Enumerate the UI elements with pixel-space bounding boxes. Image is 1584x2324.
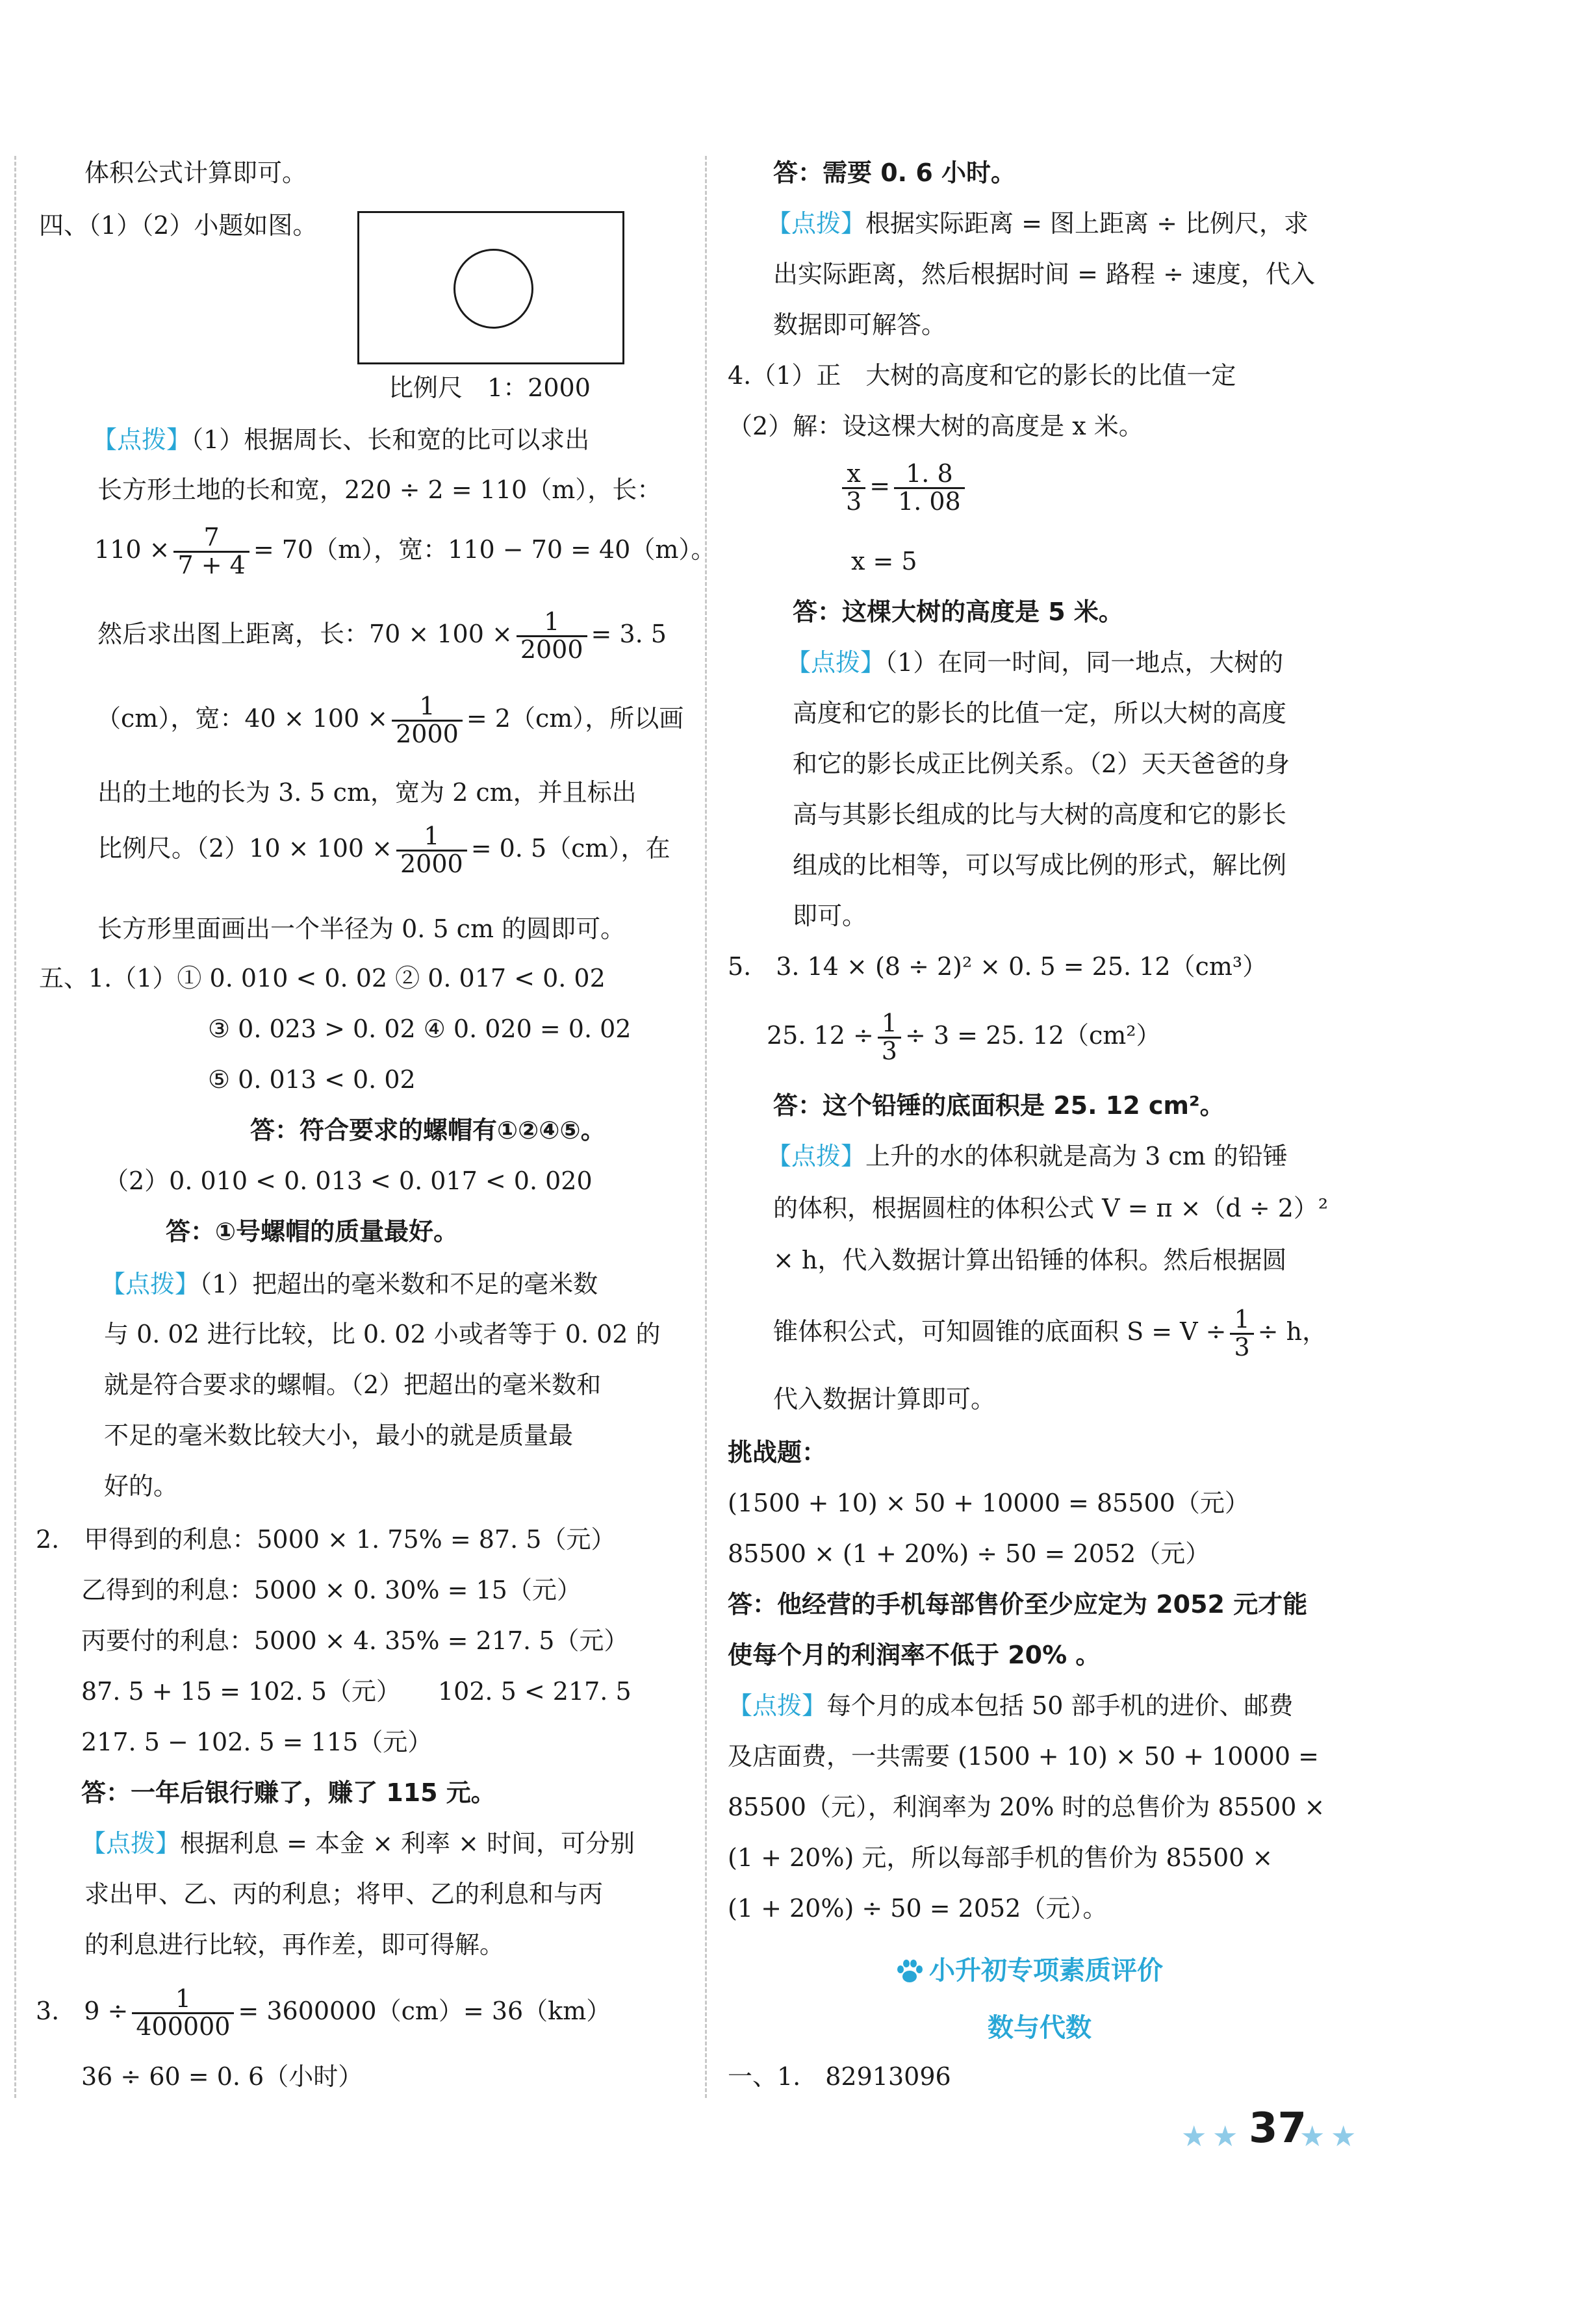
tip-paragraph-line: 与 0. 02 进行比较，比 0. 02 小或者等于 0. 02 的 xyxy=(104,1320,661,1348)
tip-paragraph-line: 的利息进行比较，再作差，即可得解。 xyxy=(84,1930,505,1959)
scale-drawing-circle xyxy=(453,249,533,329)
section-5-answer: 答：①号螺帽的质量最好。 xyxy=(166,1217,459,1246)
question-2-line: 217. 5 − 102. 5 = 115（元） xyxy=(81,1728,433,1756)
challenge-line: 85500 × (1 + 20%) ÷ 50 = 2052（元） xyxy=(728,1539,1210,1568)
fraction: $\frac{1}{2000}$ xyxy=(392,694,463,748)
tip-label: 【点拨】 xyxy=(101,1270,200,1298)
fraction: $\frac{7}{7 + 4}$ xyxy=(173,525,249,579)
tip-label: 【点拨】 xyxy=(92,425,192,454)
fraction: $\frac{x}{3}$ xyxy=(842,461,865,515)
question-4-line: 4.（1）正 大树的高度和它的影长的比值一定 xyxy=(728,361,1236,390)
tip-paragraph-line: 即可。 xyxy=(793,902,867,930)
tip-label: 【点拨】 xyxy=(767,1142,866,1170)
text-line: 体积公式计算即可。 xyxy=(84,158,307,187)
star-icon: ★ xyxy=(1181,2120,1207,2153)
tip-paragraph-line: （cm），宽：40 × 100 × $\frac{1}{2000}$ = 2（cm），所以画 xyxy=(96,692,684,748)
page-number: 37 xyxy=(1249,2104,1307,2153)
question-4-line: x = 5 xyxy=(851,547,917,575)
tip-paragraph-line: 和它的影长成正比例关系。（2）天天爸爸的身 xyxy=(793,750,1290,778)
tip-paragraph-line: 好的。 xyxy=(104,1472,179,1500)
tip-paragraph-line: 高与其影长组成的比与大树的高度和它的影长 xyxy=(793,800,1287,829)
tip-label: 【点拨】 xyxy=(81,1829,181,1858)
tip-paragraph-line: 锥体积公式，可知圆锥的底面积 S = V ÷ $\frac{1}{3}$ ÷ h， xyxy=(773,1305,1327,1361)
section-5-line: （2）0. 010 < 0. 013 < 0. 017 < 0. 020 xyxy=(104,1167,593,1195)
tip-paragraph-line: 组成的比相等，可以写成比例的形式，解比例 xyxy=(793,851,1287,879)
tip-paragraph-line: 【点拨】（1）把超出的毫米数和不足的毫米数 xyxy=(101,1270,598,1298)
sub-title: 数与代数 xyxy=(988,2013,1092,2043)
star-icon: ★ xyxy=(1331,2120,1357,2153)
tip-paragraph-line: 高度和它的影长的比值一定，所以大树的高度 xyxy=(793,699,1287,727)
challenge-answer: 使每个月的利润率不低于 20% 。 xyxy=(728,1641,1101,1669)
star-icon: ★ xyxy=(1299,2120,1325,2153)
fraction: $\frac{1}{3}$ xyxy=(878,1011,901,1065)
tip-paragraph-line: 85500（元），利润率为 20% 时的总售价为 85500 × xyxy=(728,1793,1325,1821)
tip-paragraph-line: 【点拨】每个月的成本包括 50 部手机的进价、邮费 xyxy=(728,1691,1294,1720)
fraction: $\frac{1. 8}{1. 08}$ xyxy=(894,461,965,515)
tip-paragraph-line: 出实际距离，然后根据时间 = 路程 ÷ 速度，代入 xyxy=(773,260,1315,288)
section-5-answer: 答：符合要求的螺帽有①②④⑤。 xyxy=(250,1116,606,1144)
fraction: $\frac{1}{3}$ xyxy=(1230,1307,1253,1361)
question-3-line: 3. 9 ÷ $\frac{1}{400000}$ = 3600000（cm）= 36（km） xyxy=(36,1984,611,2041)
tip-paragraph-line: 求出甲、乙、丙的利息；将甲、乙的利息和与丙 xyxy=(84,1880,604,1908)
section-title: 小升初专项素质评价 xyxy=(895,1950,1163,1987)
tip-paragraph-line: 长方形土地的长和宽，220 ÷ 2 = 110（m），长： xyxy=(97,475,662,504)
section-5-line: ③ 0. 023 > 0. 02 ④ 0. 020 = 0. 02 xyxy=(208,1015,632,1043)
tip-paragraph-line: 【点拨】（1）在同一时间，同一地点，大树的 xyxy=(786,648,1284,677)
tip-paragraph-line: 的体积，根据圆柱的体积公式 V = π ×（d ÷ 2）² xyxy=(773,1194,1329,1222)
tip-paragraph-line: 110 × $\frac{7}{7 + 4}$ = 70（m），宽：110 − 70 = 40（m）。 xyxy=(94,523,716,579)
scale-drawing-rectangle xyxy=(357,211,624,364)
fraction: $\frac{1}{2000}$ xyxy=(396,824,467,878)
question-2-line: 87. 5 + 15 = 102. 5（元） 102. 5 < 217. 5 xyxy=(81,1677,632,1706)
tip-label: 【点拨】 xyxy=(767,209,866,238)
challenge-line: (1500 + 10) × 50 + 10000 = 85500（元） xyxy=(728,1489,1249,1517)
tip-paragraph-line: (1 + 20%) 元，所以每部手机的售价为 85500 × xyxy=(728,1843,1273,1872)
question-5-answer: 答：这个铅锤的底面积是 25. 12 cm²。 xyxy=(773,1091,1225,1120)
challenge-answer: 答：他经营的手机每部售价至少应定为 2052 元才能 xyxy=(728,1590,1308,1619)
tip-paragraph-line: 然后求出图上距离，长：70 × 100 × $\frac{1}{2000}$ = 3. 5 xyxy=(97,607,667,664)
tip-paragraph-line: × h，代入数据计算出铅锤的体积。然后根据圆 xyxy=(773,1246,1287,1274)
question-2-answer: 答：一年后银行赚了，赚了 115 元。 xyxy=(81,1778,496,1807)
star-icon: ★ xyxy=(1212,2120,1238,2153)
question-4-answer: 答：这棵大树的高度是 5 米。 xyxy=(793,598,1123,626)
section-4-heading: 四、（1）（2）小题如图。 xyxy=(39,211,318,240)
section-5-line: 五、1.（1）① 0. 010 < 0. 02 ② 0. 017 < 0. 02 xyxy=(39,964,606,992)
tip-paragraph-line: 不足的毫米数比较大小，最小的就是质量最 xyxy=(104,1421,574,1450)
section-5-line: ⑤ 0. 013 < 0. 02 xyxy=(208,1065,416,1094)
tip-paragraph-line: 代入数据计算即可。 xyxy=(773,1385,996,1413)
tip-label: 【点拨】 xyxy=(786,648,886,677)
tip-label: 【点拨】 xyxy=(728,1691,827,1720)
question-2-line: 乙得到的利息：5000 × 0. 30% = 15（元） xyxy=(81,1576,581,1604)
paw-icon xyxy=(895,1958,924,1986)
question-5-line: 5. 3. 14 × (8 ÷ 2)² × 0. 5 = 25. 12（cm³） xyxy=(728,952,1268,981)
tip-paragraph-line: 数据即可解答。 xyxy=(773,310,947,339)
tip-paragraph-line: 就是符合要求的螺帽。（2）把超出的毫米数和 xyxy=(104,1370,602,1399)
column-divider-left xyxy=(14,156,16,2098)
question-2-line: 丙要付的利息：5000 × 4. 35% = 217. 5（元） xyxy=(81,1626,629,1655)
tip-paragraph-line: 及店面费，一共需要 (1500 + 10) × 50 + 10000 = xyxy=(728,1742,1319,1771)
tip-paragraph-line: 比例尺。（2）10 × 100 × $\frac{1}{2000}$ = 0. 5（cm），在 xyxy=(97,822,671,878)
tip-paragraph-line: 出的土地的长为 3. 5 cm，宽为 2 cm，并且标出 xyxy=(97,778,637,807)
question-3-answer: 答：需要 0. 6 小时。 xyxy=(773,158,1016,187)
tip-paragraph-line: 【点拨】（1）根据周长、长和宽的比可以求出 xyxy=(92,425,590,454)
tip-paragraph-line: 长方形里面画出一个半径为 0. 5 cm 的圆即可。 xyxy=(97,915,626,943)
tip-paragraph-line: 【点拨】根据实际距离 = 图上距离 ÷ 比例尺，求 xyxy=(767,209,1309,238)
tip-paragraph-line: 【点拨】根据利息 = 本金 × 利率 × 时间，可分别 xyxy=(81,1829,635,1858)
challenge-heading: 挑战题： xyxy=(728,1438,827,1467)
proportion-equation: $\frac{x}{3}$ = $\frac{1. 8}{1. 08}$ xyxy=(838,461,969,515)
final-line: 一、1. 82913096 xyxy=(728,2062,951,2091)
tip-paragraph-line: 【点拨】上升的水的体积就是高为 3 cm 的铅锤 xyxy=(767,1142,1288,1170)
fraction: $\frac{1}{2000}$ xyxy=(517,609,587,663)
question-2-line: 2. 甲得到的利息：5000 × 1. 75% = 87. 5（元） xyxy=(36,1525,616,1554)
column-divider-center xyxy=(705,156,707,2098)
tip-paragraph-line: (1 + 20%) ÷ 50 = 2052（元）。 xyxy=(728,1894,1108,1923)
fraction: $\frac{1}{400000}$ xyxy=(132,1986,234,2040)
scale-label: 比例尺 1：2000 xyxy=(389,373,591,402)
question-3-line: 36 ÷ 60 = 0. 6（小时） xyxy=(81,2062,363,2091)
question-5-line: 25. 12 ÷ $\frac{1}{3}$ ÷ 3 = 25. 12（cm²） xyxy=(767,1009,1161,1065)
question-4-line: （2）解：设这棵大树的高度是 x 米。 xyxy=(728,412,1143,440)
